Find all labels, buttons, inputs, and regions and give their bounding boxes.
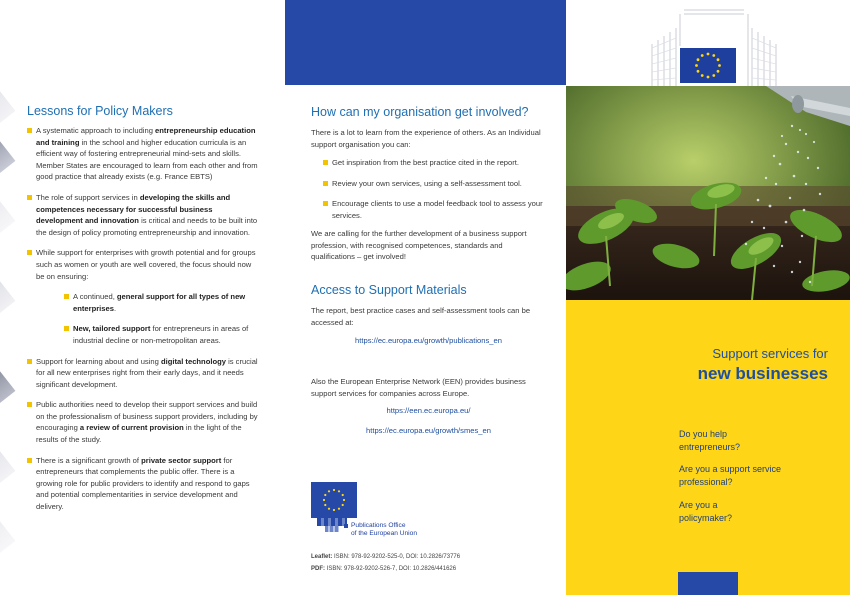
involved-intro: There is a lot to learn from the experience of others. As an Individual support organisation you can:	[311, 128, 541, 149]
publications-link[interactable]: https://ec.europa.eu/growth/publications_en	[355, 336, 502, 345]
po-line2: of the European Union	[351, 530, 417, 537]
top-blue-block	[285, 0, 566, 85]
calling-text: We are calling for the further development of a business support profession, with recognised competences, standards and qualifications – get involved!	[311, 229, 527, 262]
sub-list-item: New, tailored support for entrepreneurs in areas of industrial decline or non-metropolitan areas.	[64, 323, 259, 346]
sub-list-item: A continued, general support for all types of new enterprises.	[64, 291, 259, 314]
een-text: Also the European Enterprise Network (EEN) provides business support services for companies across Europe.	[311, 377, 526, 398]
lessons-heading: Lessons for Policy Makers	[27, 104, 173, 118]
list-item: Review your own services, using a self-assessment tool.	[323, 178, 545, 190]
smes-link[interactable]: https://ec.europa.eu/growth/smes_en	[366, 426, 491, 435]
list-item: The role of support services in developing the skills and competences necessary for successful business development and innovation is critical and needs to be built into the design of policy promoting entrepreneurship and innovation.	[27, 192, 259, 238]
publications-office-logo	[311, 482, 461, 544]
access-text: The report, best practice cases and self-assessment tools can be accessed at:	[311, 306, 531, 327]
question-1: Do you help entrepreneurs?	[679, 429, 741, 452]
involved-list	[323, 157, 545, 230]
left-panel	[0, 0, 283, 595]
eu-flag-icon	[680, 48, 736, 83]
pdf-isbn: PDF: ISBN: 978-92-9202-526-7, DOI: 10.2826/441626	[311, 566, 457, 572]
access-heading: Access to Support Materials	[311, 283, 467, 297]
watering-photo	[566, 86, 850, 300]
list-item: Support for learning about and using digital technology is crucial for all new enterprises right from their early days, and it needs significant development.	[27, 356, 259, 391]
tagline-line1: Support services for	[712, 346, 828, 361]
list-item: There is a significant growth of private sector support for entrepreneurs that complements the public offer. There is a growing role for public providers to identify and respond to gaps and potential complementarities in service development and delivery.	[27, 455, 259, 513]
question-3: Are you a policymaker?	[679, 500, 733, 523]
leaflet-isbn: Leaflet: ISBN: 978-92-9202-525-0, DOI: 10.2826/73776	[311, 554, 461, 560]
een-link[interactable]: https://een.ec.europa.eu/	[386, 406, 471, 415]
question-2: Are you a support service professional?	[679, 464, 782, 487]
list-item: Get inspiration from the best practice cited in the report.	[323, 157, 545, 169]
list-item: A systematic approach to including entrepreneurship education and training in the school and higher education curricula is an efficient way of fostering entrepreneurial mind-sets and skills. Member States are encouraged to learn from each other and from good practice that already exists (e.g. France EBTS)	[27, 125, 259, 183]
isbn-block	[311, 551, 460, 575]
lessons-list	[27, 125, 259, 522]
list-item: Public authorities need to develop their support services and build on the professionalism of business support providers, including by encouraging a review of current provision in the light of the results of the study.	[27, 399, 259, 445]
bottom-blue-block	[678, 572, 738, 595]
middle-panel	[283, 0, 566, 595]
right-panel	[566, 0, 850, 595]
list-item: Encourage clients to use a model feedback tool to assess your services.	[323, 198, 545, 221]
involved-heading: How can my organisation get involved?	[311, 105, 529, 119]
tagline-title: new businesses	[697, 364, 828, 383]
list-item: While support for enterprises with growth potential and for groups such as women or youth are well covered, the focus should now be on ensuring: A continued, general support for all types of new enterprises. New, tailored support for entrepreneurs in areas of industrial decline or non-metropolitan areas.	[27, 247, 259, 346]
sub-list	[36, 291, 259, 346]
po-line1: Publications Office	[351, 522, 406, 529]
eu-stars-icon	[322, 488, 346, 512]
